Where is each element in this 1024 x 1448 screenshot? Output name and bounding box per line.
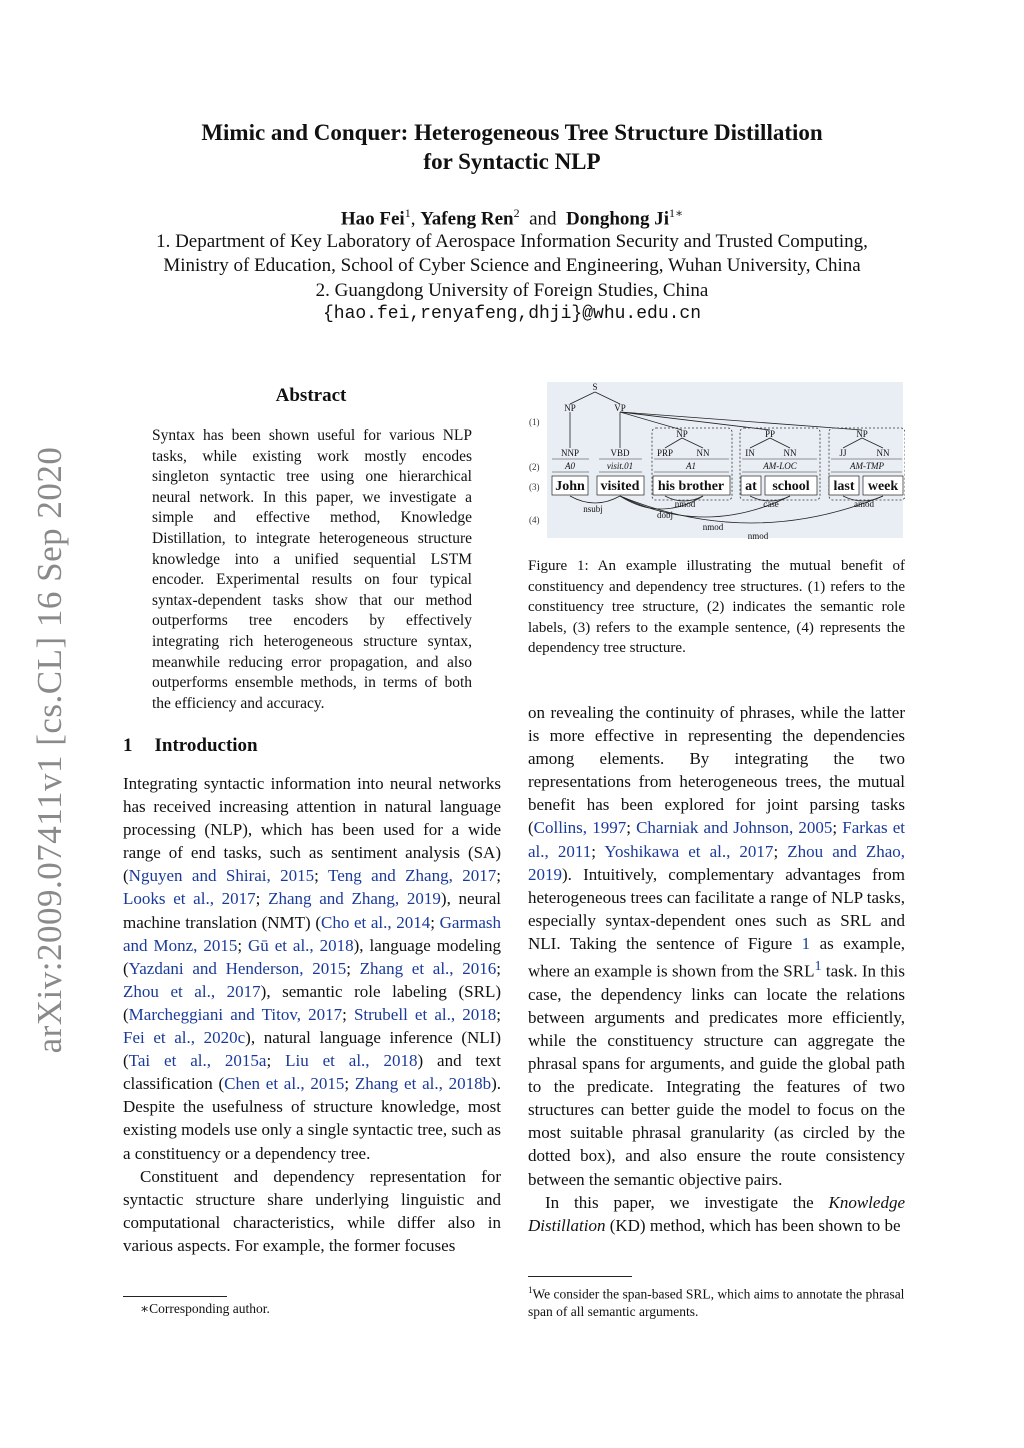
- row-label: (3): [529, 482, 540, 492]
- dep-label: amod: [854, 499, 874, 509]
- figure-caption: Figure 1: An example illustrating the mutual benefit of constituency and dependency tree structures. (1) refers to the constituency tree structure, (2) indicates the semantic role labels, (3) refers to the example sentence, (4) represents the dependency tree structure.: [528, 558, 905, 657]
- author-1-affil: 1: [404, 206, 411, 220]
- row-labels: [529, 417, 540, 525]
- pos-tag: NN: [696, 448, 710, 458]
- word-token: at: [745, 479, 757, 494]
- author-3-affil: 1∗: [669, 206, 684, 220]
- citation-link[interactable]: Cho et al., 2014: [321, 912, 431, 932]
- pos-tag: NNP: [560, 448, 580, 458]
- intro-paragraph-2: Constituent and dependency representation for syntactic structure share underlying linguistic and computational characteristics, while differ also in various aspects. For example, the former focuses: [123, 1166, 501, 1255]
- citation-link[interactable]: Charniak and Johnson, 2005: [636, 818, 833, 838]
- word-token: week: [867, 479, 899, 494]
- citation-link[interactable]: Zhang and Zhang, 2019: [268, 889, 441, 909]
- author-conjunction: and: [529, 208, 557, 230]
- tree-node: S: [592, 382, 598, 392]
- pos-tag: IN: [745, 448, 755, 458]
- affiliation-2: 2. Guangdong University of Foreign Studies, China: [315, 280, 709, 301]
- intro-paragraph-3: on revealing the continuity of phrases, while the latter is more effective in representing the dependencies among elements. By integrating the two representations from heterogeneous trees, the mutual benefit has been explored for joint parsing tasks (Collins, 1997; Charniak and Johnson, 2005; Farkas et al., 2011; Yoshikawa et al., 2017; Zhou and Zhao, 2019). Intuitively, complementary advantages from heterogeneous trees can facilitate a range of NLP tasks, especially syntax-dependent ones such as SRL and NLI. Taking the sentence of Figure 1 as example, where an example is shown from the SRL$^1$ task. In this case, the dependency links can locate the relations between arguments and predicates more efficiently, while the constituency structure can aggregate the phrasal spans for arguments, and guide the global path to the predicate. Integrating the features of two structures can better guide the model to focus on the most suitable phrasal granularity (as circled by the dotted box), and also ensure the route consistency between the semantic objective pairs.: [528, 703, 906, 1189]
- figure-1-diagram: [525, 380, 905, 540]
- row-label: (1): [529, 417, 540, 427]
- footnote-srl: [528, 1282, 905, 1320]
- tree-node: VP: [614, 403, 626, 413]
- citation-link[interactable]: Teng and Zhang, 2017: [328, 866, 497, 886]
- footnote-text: We consider the span-based SRL, which aims to annotate the phrasal span of all semantic arguments.: [528, 1286, 905, 1319]
- citation-link[interactable]: Garmash and Monz, 2015: [123, 912, 501, 955]
- srl-label: AM-LOC: [763, 461, 797, 471]
- pos-tag: PRP: [656, 448, 674, 458]
- abstract-heading: Abstract: [275, 385, 347, 406]
- title-line-2: for Syntactic NLP: [423, 149, 601, 174]
- footnote-rule-left: [123, 1296, 227, 1297]
- dep-label: nmod: [702, 522, 724, 532]
- affiliation-1-cont: Ministry of Education, School of Cyber Science and Engineering, Wuhan University, China: [163, 255, 861, 276]
- tree-node: PP: [764, 429, 776, 439]
- row-label: (2): [529, 462, 540, 472]
- srl-label: A0: [565, 461, 575, 471]
- citation-link[interactable]: Chen et al., 2015: [224, 1074, 345, 1094]
- citation-link[interactable]: Marcheggiani and Titov, 2017: [128, 1004, 343, 1024]
- arxiv-identifier: arXiv:2009.07411v1 [cs.CL] 16 Sep 2020: [30, 446, 69, 1054]
- right-column-text: [528, 701, 905, 1237]
- dep-label: case: [763, 499, 779, 509]
- pos-tag: JJ: [839, 448, 847, 458]
- author-3: Donghong Ji: [566, 208, 669, 230]
- affiliation-1: 1. Department of Key Laboratory of Aerospace Information Security and Trusted Computing,: [156, 231, 868, 252]
- dep-label: nsubj: [583, 504, 603, 514]
- section-number: 1: [123, 735, 133, 756]
- tree-node: NP: [676, 429, 688, 439]
- dep-label: dobj: [656, 510, 674, 520]
- paper-title: [0, 118, 1024, 176]
- word-token: John: [555, 479, 585, 494]
- pos-tag: NN: [783, 448, 797, 458]
- author-1: Hao Fei: [340, 208, 405, 230]
- footnote-corresponding: ∗Corresponding author.: [140, 1301, 270, 1316]
- citation-link[interactable]: Fei et al., 2020c: [123, 1028, 246, 1048]
- citation-link[interactable]: Yazdani and Henderson, 2015: [128, 958, 347, 978]
- word-token: his brother: [657, 479, 725, 494]
- citation-link[interactable]: Yoshikawa et al., 2017: [604, 841, 774, 861]
- srl-label: AM-TMP: [850, 461, 884, 471]
- author-2-affil: 2: [513, 206, 520, 220]
- footnote-reference-link[interactable]: 1: [814, 958, 822, 975]
- dep-label: nmod: [747, 531, 769, 540]
- citation-link[interactable]: Zhang et al., 2016: [359, 958, 497, 978]
- section-title: Introduction: [154, 735, 258, 756]
- citation-link[interactable]: Zhang et al., 2018b: [354, 1074, 492, 1094]
- pos-tag: NN: [876, 448, 890, 458]
- citation-link[interactable]: Looks et al., 2017: [123, 889, 256, 909]
- srl-label: visit.01: [606, 461, 634, 471]
- footnote-rule-right: [528, 1276, 632, 1277]
- figure-reference-link[interactable]: 1: [801, 933, 811, 953]
- intro-paragraph-1: Integrating syntactic information into neural networks has received increasing attention in natural language processing (NLP), which has been used for a wide range of end tasks, such as sentiment analysis (SA) (Nguyen and Shirai, 2015; Teng and Zhang, 2017; Looks et al., 2017; Zhang and Zhang, 2019), neural machine translation (NMT) (Cho et al., 2014; Garmash and Monz, 2015; Gū et al., 2018), language modeling (Yazdani and Henderson, 2015; Zhang et al., 2016; Zhou et al., 2017), semantic role labeling (SRL) (Marcheggiani and Titov, 2017; Strubell et al., 2018; Fei et al., 2020c), natural language inference (NLI) (Tai et al., 2015a; Liu et al., 2018) and text classification (Chen et al., 2015; Zhang et al., 2018b). Despite the usefulness of structure knowledge, most existing models use only a single syntactic tree, such as a constituency or a dependency tree.: [123, 774, 502, 1163]
- footnote-number: 1: [528, 1285, 533, 1295]
- citation-link[interactable]: Strubell et al., 2018: [353, 1004, 497, 1024]
- citation-link[interactable]: Farkas et al., 2011: [528, 818, 905, 861]
- intro-paragraph-4: In this paper, we investigate the Knowledge Distillation (KD) method, which has been shown to be: [528, 1192, 905, 1235]
- word-token: last: [833, 479, 855, 494]
- citation-link[interactable]: Zhou et al., 2017: [123, 981, 261, 1001]
- citation-link[interactable]: Collins, 1997: [533, 818, 627, 838]
- author-2: Yafeng Ren: [420, 208, 514, 230]
- author-list: Hao Fei$^1$, Yafeng Ren$^2$ and Donghong $Ji^{1∗}$: [340, 206, 684, 230]
- citation-link[interactable]: Tai et al., 2015a: [128, 1051, 267, 1071]
- word-token: visited: [600, 479, 640, 494]
- srl-label: A1: [686, 461, 696, 471]
- citation-link[interactable]: Nguyen and Shirai, 2015: [128, 866, 315, 886]
- row-label: (4): [529, 515, 540, 525]
- pos-tag: VBD: [610, 448, 630, 458]
- word-token: school: [772, 479, 810, 494]
- citation-link[interactable]: Liu et al., 2018: [285, 1051, 418, 1071]
- title-line-1: Mimic and Conquer: Heterogeneous Tree Structure Distillation: [201, 120, 823, 145]
- citation-link[interactable]: Gū et al., 2018: [248, 935, 354, 955]
- figure-background: [547, 382, 903, 538]
- tree-node: NP: [564, 403, 576, 413]
- abstract-body: Syntax has been shown useful for various NLP tasks, while existing work mostly encodes singleton syntactic tree using one hierarchical neural network. In this paper, we investigate a simple and effective method, Knowledge Distillation, to integrate heterogeneous structure knowledge into a unified sequential LSTM encoder. Experimental results on four typical syntax-dependent tasks show that our method outperforms tree encoders by effectively integrating rich heterogeneous structure syntax, meanwhile reducing error propagation, and also outperforms ensemble methods, in terms of both the efficiency and accuracy.: [152, 427, 472, 712]
- section-heading: [123, 735, 258, 757]
- tree-node: NP: [856, 429, 868, 439]
- left-column-text: [123, 772, 501, 1257]
- author-email: {hao.fei,renyafeng,dhji}@whu.edu.cn: [322, 304, 702, 324]
- dep-label: nmod: [674, 499, 696, 509]
- citation-link[interactable]: Zhou and Zhao, 2019: [528, 841, 906, 884]
